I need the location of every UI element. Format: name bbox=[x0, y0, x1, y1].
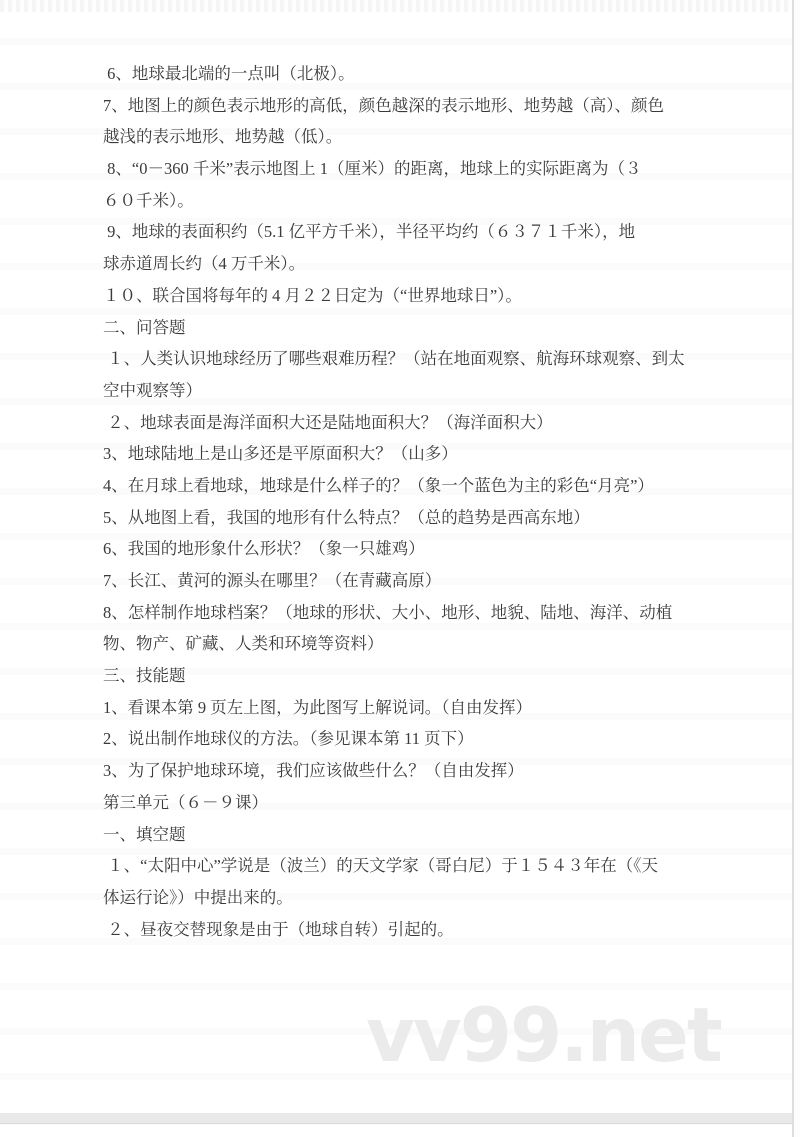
watermark: vv99.net bbox=[366, 991, 721, 1079]
text-line: 7、长江、黄河的源头在哪里？（在青藏高原） bbox=[103, 571, 442, 590]
text-line: ６０千米）。 bbox=[103, 190, 194, 210]
page-edge-gutter bbox=[794, 0, 800, 1137]
text-line: 球赤道周长约（4 万千米）。 bbox=[103, 254, 306, 274]
section-heading: 二、问答题 bbox=[103, 317, 186, 337]
scan-edge-texture bbox=[0, 0, 800, 12]
text-line: 8、“0－360 千米”表示地图上 1（厘米）的距离，地球上的实际距离为（３ bbox=[103, 159, 642, 179]
page-separator bbox=[0, 1113, 800, 1124]
text-line: 空中观察等） bbox=[103, 380, 202, 400]
text-line: １、“太阳中心”学说是（波兰）的天文学家（哥白尼）于１５４３年在（《天 bbox=[103, 856, 659, 876]
text-line: 物、物产、矿藏、人类和环境等资料） bbox=[103, 634, 384, 654]
text-line: 6、我国的地形象什么形状？（象一只雄鸡） bbox=[103, 539, 425, 559]
text-line: 8、怎样制作地球档案？（地球的形状、大小、地形、地貌、陆地、海洋、动植 bbox=[103, 602, 673, 622]
text-line: 体运行论》）中提出来的。 bbox=[103, 887, 293, 907]
text-line: ２、昼夜交替现象是由于（地球自转）引起的。 bbox=[103, 919, 454, 939]
page-edge-line bbox=[792, 0, 794, 1137]
text-line: 1、看课本第 9 页左上图，为此图写上解说词。（自由发挥） bbox=[103, 697, 532, 717]
text-line: 3、为了保护地球环境，我们应该做些什么？（自由发挥） bbox=[103, 761, 524, 781]
document-text-block bbox=[103, 58, 743, 945]
text-line: １、人类认识地球经历了哪些艰难历程？（站在地面观察、航海环球观察、到太 bbox=[103, 349, 685, 369]
text-line: 5、从地图上看，我国的地形有什么特点？（总的趋势是西高东地） bbox=[103, 507, 590, 527]
text-line: 越浅的表示地形、地势越（低）。 bbox=[103, 127, 343, 147]
unit-heading: 第三单元（６－９课） bbox=[103, 792, 268, 812]
section-heading: 三、技能题 bbox=[103, 666, 186, 686]
text-line: １０、联合国将每年的 4 月２２日定为（“世界地球日”）。 bbox=[103, 285, 522, 305]
text-line: 4、在月球上看地球，地球是什么样子的？（象一个蓝色为主的彩色“月亮”） bbox=[103, 475, 654, 495]
text-line: 6、地球最北端的一点叫（北极）。 bbox=[103, 64, 355, 83]
text-line: 7、地图上的颜色表示地形的高低，颜色越深的表示地形、地势越（高）、颜色 bbox=[103, 95, 664, 115]
section-heading: 一、填空题 bbox=[103, 824, 186, 844]
text-line: 2、说出制作地球仪的方法。（参见课本第 11 页下） bbox=[103, 729, 474, 749]
text-line: ２、地球表面是海洋面积大还是陆地面积大？（海洋面积大） bbox=[103, 412, 553, 432]
text-line: 3、地球陆地上是山多还是平原面积大？（山多） bbox=[103, 444, 458, 464]
text-line: 9、地球的表面积约（5.1 亿平方千米），半径平均约（６３７１千米），地 bbox=[103, 222, 636, 242]
